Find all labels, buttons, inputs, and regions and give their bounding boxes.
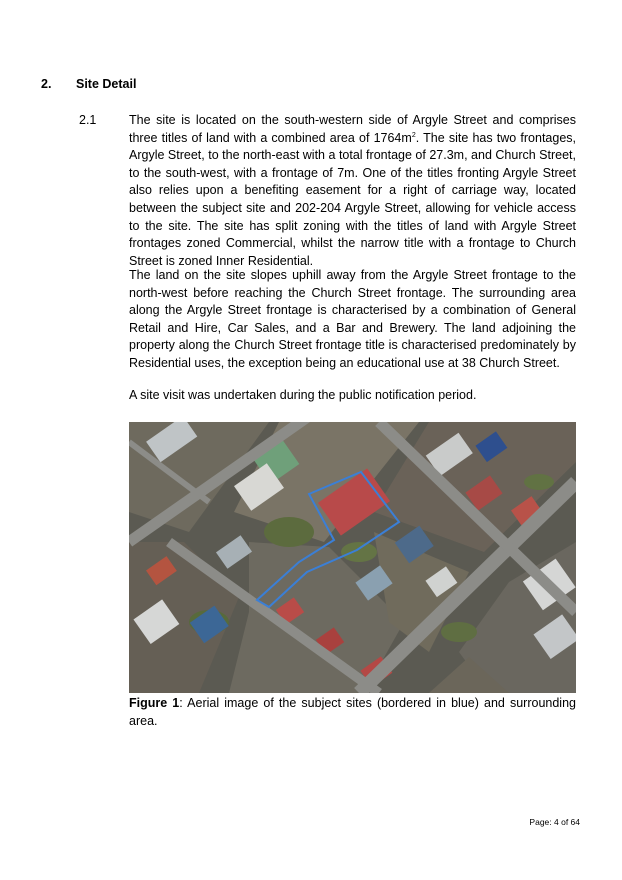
section-heading [41,77,136,91]
figure-label: Figure 1 [129,696,180,710]
paragraph-site-visit: A site visit was undertaken during the public notification period. [129,388,477,402]
page-number: Page: 4 of 64 [529,817,580,827]
paragraph-land-surroundings: The land on the site slopes uphill away from the Argyle Street frontage to the north-west before reaching the Church Street frontage. The surrounding area along the Argyle Street frontage is characterised by a combination of General Retail and Hire, Car Sales, and a Bar and Brewery. The land adjoining the property along the Church Street frontage title is characterised predominately by Residential uses, the exception being an educational use at 38 Church Street. [129,268,576,370]
paragraph-site-description [129,112,576,270]
figure-caption-text: : Aerial image of the subject sites (bordered in blue) and surrounding area. [129,696,576,728]
aerial-map [129,422,576,693]
aerial-image [129,422,576,693]
section-title: Site Detail [76,77,137,91]
superscript-squared: 2 [411,131,416,139]
paragraph-site-description-part1: The site is located on the south-western side of Argyle Street and comprises three titles of land with a combined area of 1764m [129,113,576,145]
section-number: 2. [41,77,52,91]
figure-caption [129,694,576,730]
paragraph-site-description-part2: . The site has two frontages, Argyle Street, to the north-east with a total frontage of 27.3m, and Church Street, to the south-west, with a frontage of 7m. One of the titles fronting Argyle Street also relies upon a benefiting easement for a right of carriage way, located between the subject site and 202-204 Argyle Street, allowing for vehicle access to the site. The site has split zoning with the titles of land with Argyle Street frontages zoned Commercial, whilst the narrow title with a frontage to Church Street is zoned Inner Residential. [129,130,576,268]
paragraph-number: 2.1 [79,113,97,127]
